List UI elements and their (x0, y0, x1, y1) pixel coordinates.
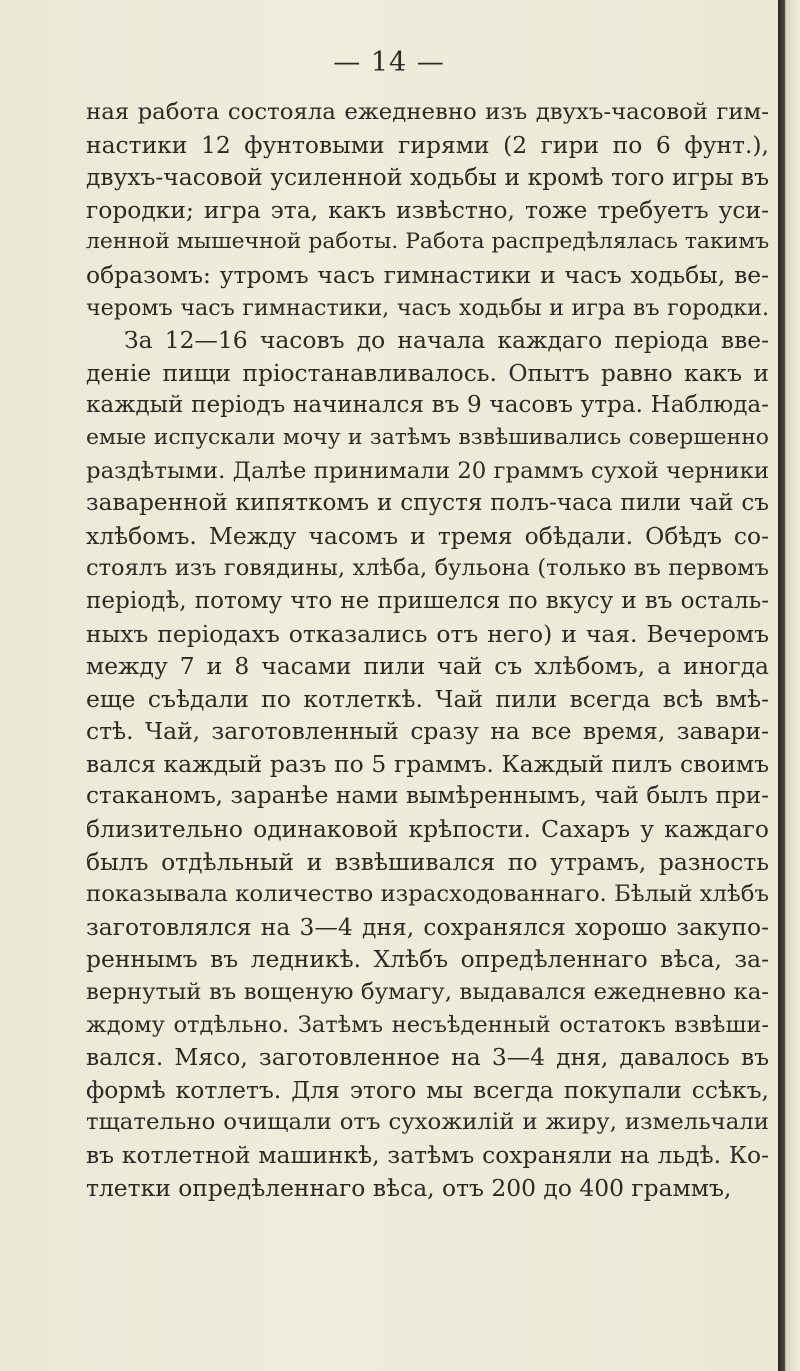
text-line: емые испускали мочу и затѣмъ взвѣшивались совершенно (86, 424, 769, 450)
text-line: формѣ котлетъ. Для этого мы всегда покупали ссѣкъ, (86, 1075, 769, 1104)
text-line: ныхъ періодахъ отказались отъ него) и чая. Вечеромъ (86, 619, 769, 648)
body-text (86, 96, 769, 1204)
text-line: черомъ часъ гимнастики, часъ ходьбы и игра въ городки. (86, 294, 769, 321)
text-line: каждый періодъ начинался въ 9 часовъ утра. Наблюда- (86, 392, 769, 419)
text-line: вался каждый разъ по 5 граммъ. Каждый пилъ своимъ (86, 749, 769, 778)
text-line: близительно одинаковой крѣпости. Сахаръ у каждаго (86, 815, 769, 844)
text-line: городки; игра эта, какъ извѣстно, тоже требуетъ уси- (86, 195, 769, 224)
text-line: ная работа состояла ежедневно изъ двухъ-часовой гим- (86, 99, 769, 125)
text-line: тщательно очищали отъ сухожилій и жиру, измельчали (86, 1109, 769, 1136)
text-line: тлетки опредѣленнаго вѣса, отъ 200 до 400 граммъ, (86, 1173, 732, 1202)
text-line: образомъ: утромъ часъ гимнастики и часъ ходьбы, ве- (86, 260, 769, 289)
page-edge-shadow (778, 0, 800, 1371)
text-line: заваренной кипяткомъ и спустя полъ-часа пили чай съ (86, 490, 769, 517)
text-line: вернутый въ вощеную бумагу, выдавался ежедневно ка- (86, 979, 769, 1006)
text-line: стоялъ изъ говядины, хлѣба, бульона (только въ первомъ (86, 555, 769, 582)
text-line: въ котлетной машинкѣ, затѣмъ сохраняли на льдѣ. Ко- (86, 1141, 769, 1169)
text-line: деніе пищи пріостанавливалось. Опытъ равно какъ и (86, 358, 769, 387)
text-line: стѣ. Чай, заготовленный сразу на все время, завари- (86, 717, 769, 746)
text-line: вался. Мясо, заготовленное на 3—4 дня, давалось въ (86, 1043, 769, 1072)
text-line: стаканомъ, заранѣе нами вымѣреннымъ, чай былъ при- (86, 783, 769, 810)
text-line: еще съѣдали по котлеткѣ. Чай пили всегда всѣ вмѣ- (86, 684, 769, 713)
text-line: періодѣ, потому что не пришелся по вкусу и въ осталь- (86, 587, 769, 614)
text-line: За 12—16 часовъ до начала каждаго періода вве- (124, 326, 769, 355)
page-number: — 14 — (333, 47, 445, 78)
text-line: показывала количество израсходованнаго. Бѣлый хлѣбъ (86, 881, 769, 908)
text-line: заготовлялся на 3—4 дня, сохранялся хорошо закупо- (86, 912, 769, 941)
text-line: хлѣбомъ. Между часомъ и тремя обѣдали. Обѣдъ со- (86, 521, 769, 550)
text-line: ленной мышечной работы. Работа распредѣлялась такимъ (86, 229, 769, 255)
text-line: настики 12 фунтовыми гирями (2 гири по 6 фунт.), (86, 130, 769, 159)
text-line: раздѣтыми. Далѣе принимали 20 граммъ сухой черники (86, 457, 769, 484)
text-line: двухъ-часовой усиленной ходьбы и кромѣ того игры въ (86, 163, 769, 192)
text-line: реннымъ въ ледникѣ. Хлѣбъ опредѣленнаго вѣса, за- (86, 945, 769, 974)
text-line: былъ отдѣльный и взвѣшивался по утрамъ, разность (86, 847, 769, 876)
text-line: между 7 и 8 часами пили чай съ хлѣбомъ, а иногда (86, 652, 769, 681)
text-line: ждому отдѣльно. Затѣмъ несъѣденный остатокъ взвѣши- (86, 1011, 769, 1038)
